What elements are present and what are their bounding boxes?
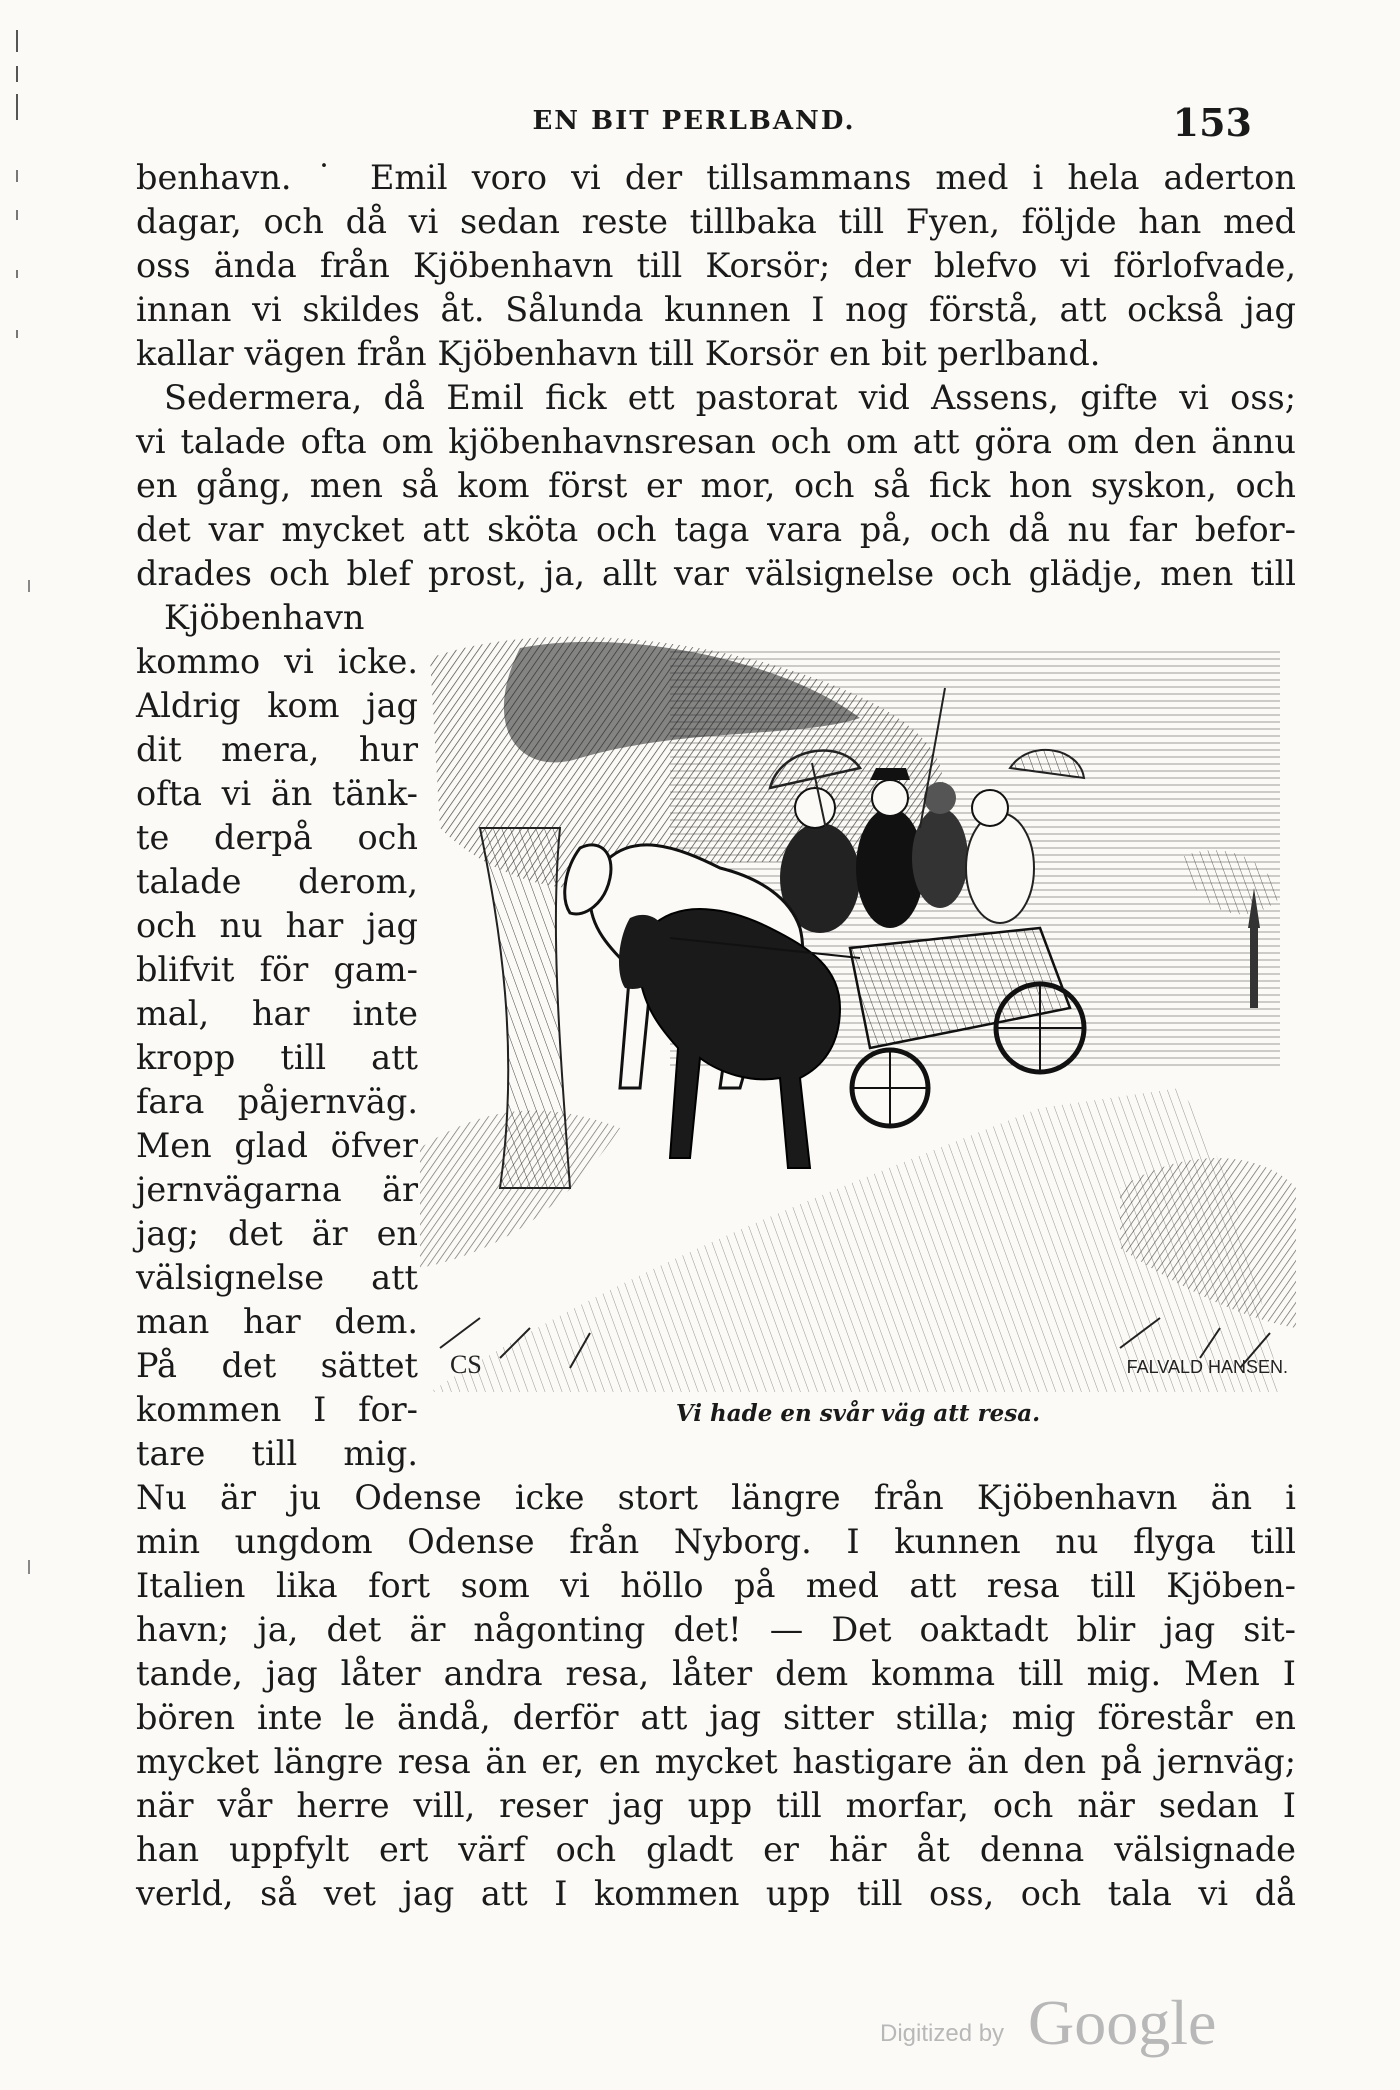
text-line: han uppfylt ert värf och gladt er här åt denna välsignade	[136, 1830, 1296, 1869]
text-line: fara påjernväg.	[136, 1082, 418, 1121]
text-line: kommo vi icke.	[136, 642, 418, 681]
artist-signature-right: FALVALD HANSEN.	[1126, 1357, 1288, 1377]
text-line: vi talade ofta om kjöbenhavnsresan och om att göra om den ännu	[136, 422, 1296, 461]
text-line: kommen I for-	[136, 1390, 418, 1429]
text-line: tande, jag låter andra resa, låter dem komma till mig. Men I	[136, 1654, 1296, 1693]
watermark-digitized-text: Digitized by	[880, 2020, 1005, 2047]
illustration-caption: Vi hade en svår väg att resa.	[675, 1400, 1041, 1427]
carriage-engraving	[420, 628, 1296, 1392]
text-line: te derpå och	[136, 818, 418, 857]
text-line: det var mycket att sköta och taga vara på, och då nu far befor-	[136, 510, 1296, 549]
text-line: jernvägarna är	[136, 1170, 418, 1209]
text-line: kallar vägen från Kjöbenhavn till Korsör en bit perlband.	[136, 334, 1101, 373]
text-line: På det sättet	[136, 1346, 418, 1385]
text-line: välsignelse att	[136, 1258, 418, 1297]
text-line: blifvit för gam-	[136, 950, 418, 989]
text-line: innan vi skildes åt. Sålunda kunnen I nog förstå, att också jag	[136, 290, 1296, 329]
text-line: man har dem.	[136, 1302, 418, 1341]
text-line: havn; ja, det är någonting det! — Det oaktadt blir jag sit-	[136, 1610, 1296, 1649]
text-line: oss ända från Kjöbenhavn till Korsör; der blefvo vi förlofvade,	[136, 246, 1296, 285]
text-line: när vår herre vill, reser jag upp till morfar, och när sedan I	[136, 1786, 1296, 1825]
watermark-brand-logo: Google	[1028, 1987, 1217, 2058]
text-line: dit mera, hur	[136, 730, 418, 769]
text-line: ofta vi än tänk-	[136, 774, 418, 813]
text-line: talade derom,	[136, 862, 418, 901]
engraving-illustration	[420, 628, 1296, 1392]
digitized-watermark	[880, 1986, 1260, 2056]
text-line: kropp till att	[136, 1038, 418, 1077]
text-line: mal, har inte	[136, 994, 418, 1033]
artist-signature-left: CS	[450, 1350, 482, 1379]
text-line: tare till mig.	[136, 1434, 418, 1473]
text-line: Kjöbenhavn	[164, 598, 365, 637]
text-line: Aldrig kom jag	[136, 686, 418, 725]
text-line: Nu är ju Odense icke stort längre från Kjöbenhavn än i	[136, 1478, 1296, 1517]
text-line: jag; det är en	[136, 1214, 418, 1253]
page-header	[136, 100, 1252, 146]
text-line: drades och blef prost, ja, allt var välsignelse och glädje, men till	[136, 554, 1296, 593]
text-line: dagar, och då vi sedan reste tillbaka till Fyen, följde han med	[136, 202, 1296, 241]
text-line: Sedermera, då Emil fick ett pastorat vid Assens, gifte vi oss;	[164, 378, 1296, 417]
running-title: EN BIT PERLBAND.	[532, 106, 856, 136]
margin-marks	[0, 0, 40, 2086]
text-line: mycket längre resa än er, en mycket hastigare än den på jernväg;	[136, 1742, 1296, 1781]
text-line: en gång, men så kom först er mor, och så fick hon syskon, och	[136, 466, 1296, 505]
text-line: Italien lika fort som vi höllo på med att resa till Kjöben-	[136, 1566, 1296, 1605]
text-line: bören inte le ändå, derför att jag sitter stilla; mig förestår en	[136, 1698, 1296, 1737]
text-line: benhavn. ˙ Emil voro vi der tillsammans med i hela aderton	[136, 158, 1296, 197]
text-line: verld, så vet jag att I kommen upp till oss, och tala vi då	[136, 1874, 1296, 1913]
page-number: 153	[1172, 100, 1252, 145]
text-line: och nu har jag	[136, 906, 418, 945]
text-line: Men glad öfver	[136, 1126, 418, 1165]
text-line: min ungdom Odense från Nyborg. I kunnen nu flyga till	[136, 1522, 1296, 1561]
